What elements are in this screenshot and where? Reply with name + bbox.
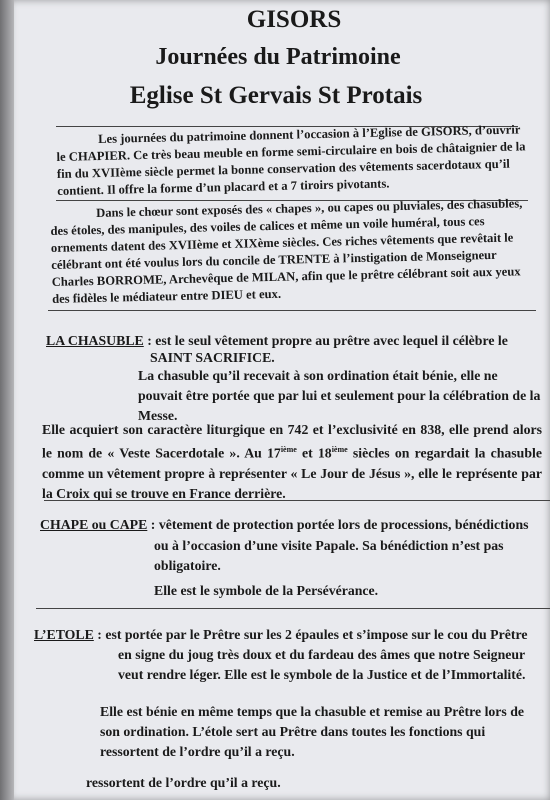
etole-definition-2: en signe du joug très doux et du fardeau des âmes que notre Seigneur veut rendre léger. Elle est le symbole de la Justice et de l’Immortalité. [118,647,526,682]
etole-ordination-paragraph: Elle est bénie en même temps que la chasuble et remise au Prêtre lors de son ordination. L’étole sert au Prêtre dans toutes les fonctions qui ressortent de l’ordre qu’il a reçu. [100,704,525,759]
chasuble-definition-line [46,333,508,349]
chasuble-term: LA CHASUBLE [46,333,144,348]
page-edge-shadow [0,0,14,800]
etole-term: L’ETOLE [34,627,94,642]
etole-repeated-line: ressortent de l’ordre qu’il a reçu. [86,775,281,790]
divider [36,608,550,609]
document-page [14,0,550,800]
chasuble-history-a: Elle acquiert son caractère liturgique en 742 et l’exclusivité en 838, elle prend alors le nom de « Veste Sacerdotale ». Au 17 [42,422,542,461]
chasuble-history-c: siècles on regardait la chasuble comme un vêtement propre à représenter « Le Jour de Jésus », elle le représente par la Croix qui se trouve en France derrière. [42,445,542,501]
chasuble-ordination-text: La chasuble qu’il recevait à son ordination était bénie, elle ne pouvait être portée que par lui et seulement pour la célébration de la Messe. [138,368,541,423]
document-subtitle: Journées du Patrimoine [155,44,401,70]
intro-paragraph: Les journées du patrimoine donnent l’occasion à l’Eglise de GISORS, d’ouvrir le CHAPIER. Ce très beau meuble en forme semi-circulaire en bois de châtaignier de la fin du XVIIème siècle permet la bonne conservation des vêtements sacerdotaux qu’il contient. Il offre la forme d’un placard et a 7 tiroirs pivotants. [56,122,526,198]
chape-definition-line [40,517,528,533]
chasuble-history-paragraph [42,420,542,504]
chape-definition: : vêtement de protection portée lors de processions, bénédictions [150,517,529,532]
divider [48,310,536,311]
divider [44,500,550,501]
chasuble-definition-2: SAINT SACRIFICE. [150,350,275,365]
church-name: Eglise St Gervais St Protais [129,82,423,109]
chape-symbol: Elle est le symbole de la Persévérance. [154,583,379,598]
chape-definition-2: ou à l’occasion d’une visite Papale. Sa bénédiction n’est pas obligatoire. [154,538,504,573]
etole-definition: : est portée par le Prêtre sur les 2 épaules et s’impose sur le cou du Prêtre [97,627,528,642]
choeur-paragraph: Dans le chœur sont exposés des « chapes », ou capes ou pluviales, des chasubles, des étoles, des manipules, des voiles de calices et même un voile huméral, tous ces ornements datent des XVIIème et XIXème siècles. Ces riches vêtements que revêtait le célébrant ont été voulus lors du concile de TRENTE à l’instigation de Monseigneur Charles BORROME, Archevêque de MILAN, afin que le prêtre célébrant soit aux yeux des fidèles le médiateur entre DIEU et eux. [50,196,523,306]
chasuble-definition: : est le seul vêtement propre au prêtre avec lequel il célèbre le [147,333,508,348]
document-title: GISORS [246,6,342,33]
etole-definition-line [34,627,527,643]
chasuble-history-b: et 18 [296,445,332,461]
ordinal-suffix: ième [280,445,297,454]
ordinal-suffix: ième [331,445,348,454]
chape-term: CHAPE ou CAPE [40,517,148,532]
